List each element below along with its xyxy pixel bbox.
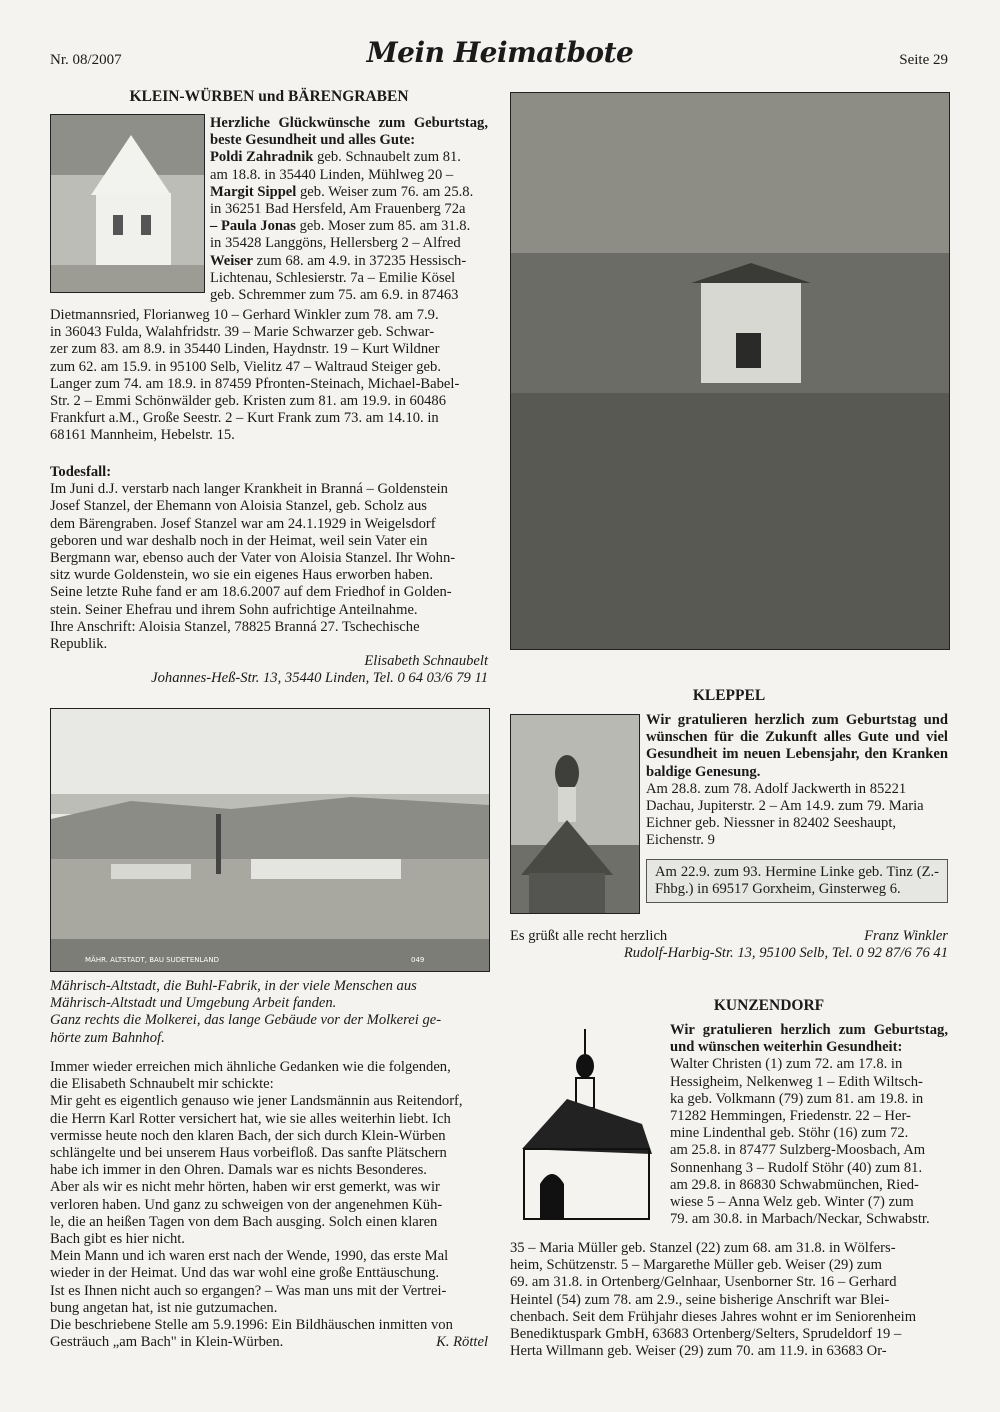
birthday-line: Str. 2 – Emmi Schönwälder geb. Kristen zum 81. am 19.9. in 60486 [50,393,447,410]
birthday-name: Weiser [210,252,253,269]
kleppel-signature-name: Franz Winkler [864,928,948,944]
birthday-line: heim, Schützenstr. 5 – Margarethe Müller geb. Weiser (29) zum [510,1257,882,1274]
memory-line: wieder in der Heimat. Und das war wohl eine große Enttäuschung. [50,1265,440,1282]
death-notice-line: Bergmann war, ebenso auch der Vater von Aloisia Stanzel. Ihr Wohn- [50,550,456,567]
death-notice-line: sitz wurde Goldenstein, wo sie ein eigenes Haus erworben haben. [50,567,433,584]
death-notice-line: stein. Seiner Ehefrau und ihrem Sohn aufrichtige Anteilnahme. [50,601,418,618]
shrine-photo [510,92,950,650]
chapel-drawing [512,1024,662,1229]
birthday-line: 69. am 31.8. in Ortenberg/Gelnhaar, Usenborner Str. 16 – Gerhard [510,1274,897,1291]
birthday-line: Dachau, Jupiterstr. 2 – Am 14.9. zum 79. Maria [646,798,924,815]
memory-line: habe ich immer in den Ohren. Damals war es nichts Besonderes. [50,1162,427,1179]
memory-line: Aber als wir es nicht mehr hörten, haben wir erst gemerkt, was wir [50,1179,440,1196]
birthday-line: in 36043 Fulda, Walahfridstr. 39 – Marie Schwarzer geb. Schwar- [50,324,435,341]
memory-line: Ist es Ihnen nicht auch so ergangen? – Was man uns mit der Vertrei- [50,1282,447,1299]
birthday-line: Herta Willmann geb. Weiser (29) zum 70. am 11.9. in 63683 Or- [510,1343,887,1360]
birthday-line [210,287,488,304]
birthday-detail: in 36251 Bad Hersfeld, Am Frauenberg 72a [210,201,466,218]
birthday-line [210,218,488,235]
birthday-detail: zum 68. am 4.9. in 37235 Hessisch- [252,252,467,269]
memory-line: Mein Mann und ich waren erst nach der Wende, 1990, das erste Mal [50,1248,449,1265]
memory-line: le, die an heißen Tagen von dem Bach ausging. Solch einen klaren [50,1213,438,1230]
page-number: Seite 29 [899,52,948,68]
birthday-line: Walter Christen (1) zum 72. am 17.8. in [670,1056,903,1073]
chapel-photo [50,114,205,293]
birthday-line: 68161 Mannheim, Hebelstr. 15. [50,427,235,444]
signature-name: Elisabeth Schnaubelt [364,653,488,670]
death-notice-line: Ihre Anschrift: Aloisia Stanzel, 78825 Branná 27. Tschechische [50,618,420,635]
kunzendorf-greeting: Wir gratulieren herzlich zum Geburtstag, und wünschen weiterhin Gesundheit: [670,1022,948,1056]
memory-line: die Elisabeth Schnaubelt mir schickte: [50,1076,274,1093]
birthday-detail: geb. Weiser zum 76. am 25.8. [296,183,474,200]
birthday-line: am 25.8. in 87477 Sulzberg-Moosbach, Am [670,1142,926,1159]
kleppel-highlight-box: Am 22.9. zum 93. Hermine Linke geb. Tinz (Z.-Fhbg.) in 69517 Gorxheim, Ginsterweg 6. [646,859,948,903]
memory-line: Immer wieder erreichen mich ähnliche Gedanken wie die folgenden, [50,1059,451,1075]
greet-all: Es grüßt alle recht herzlich [510,928,668,944]
photo-number: 049 [411,956,425,964]
birthday-line [210,149,488,166]
birthday-line: ka geb. Volkmann (79) zum 81. am 19.8. in [670,1090,924,1107]
church-tower-illustration [511,715,639,913]
section-title-klein-wuerben: KLEIN-WÜRBEN und BÄRENGRABEN [129,88,409,105]
town-photo-caption [50,978,488,1047]
memory-last-line: Gesträuch „am Bach" in Klein-Würben. [50,1334,284,1351]
birthday-name: Margit Sippel [210,183,297,200]
birthday-line: Eichner geb. Niessner in 82402 Seeshaupt, [646,815,897,832]
klein-birthday-list-continued [50,307,488,445]
birthday-line [210,270,488,287]
death-notice-line: dem Bärengraben. Josef Stanzel war am 24.1.1929 in Weigelsdorf [50,515,436,532]
birthday-line [210,184,488,201]
death-notice-line: geboren und war deshalb noch in der Heimat, weil sein Vater ein [50,532,428,549]
birthday-line [210,253,488,270]
kunzendorf-birthday-list-continued [510,1240,948,1360]
town-illustration [51,709,489,971]
birthday-line: wiese 5 – Anna Welz geb. Winter (7) zum [670,1194,914,1211]
memory-line: die Herrn Karl Rotter versichert hat, wie sie alles weiterhin liebt. Ich [50,1110,451,1127]
memory-line: Bach gibt es hier nicht. [50,1231,185,1248]
birthday-line: zer zum 83. am 8.9. in 35440 Linden, Haydnstr. 19 – Kurt Wildner [50,341,440,358]
shrine-illustration [511,93,949,649]
death-notice-line: Im Juni d.J. verstarb nach langer Krankheit in Branná – Goldenstein [50,481,448,498]
caption-line: hörte zum Bahnhof. [50,1029,165,1046]
town-photo [50,708,490,972]
newspaper-logo: Mein Heimatbote [366,36,634,69]
birthday-line: zum 62. am 15.9. in 95100 Selb, Vielitz 47 – Waltraud Steiger geb. [50,358,441,375]
klein-greeting: Herzliche Glückwünsche zum Geburtstag, beste Gesundheit und alles Gute: [210,115,488,149]
birthday-line [210,201,488,218]
birthday-detail: Lichtenau, Schlesierstr. 7a – Emilie Kösel [210,269,456,286]
section-title-kunzendorf: KUNZENDORF [713,997,825,1014]
birthday-line: Sonnenhang 3 – Rudolf Stöhr (40) zum 81. [670,1159,923,1176]
birthday-line: Heintel (54) zum 78. am 2.9., seine bisherige Anschrift war Blei- [510,1291,890,1308]
death-notice-title: Todesfall: [50,464,112,480]
death-notice-line: Republik. [50,636,108,653]
chapel-drawing-illustration [512,1024,662,1229]
birthday-line: 79. am 30.8. in Marbach/Neckar, Schwabstr. [670,1211,930,1228]
birthday-line: Dietmannsried, Florianweg 10 – Gerhard Winkler zum 78. am 7.9. [50,307,439,323]
birthday-line: Frankfurt a.M., Große Seestr. 2 – Kurt Frank zum 73. am 14.10. in [50,410,439,427]
birthday-name: Poldi Zahradnik [210,149,314,166]
birthday-line: 71282 Hemmingen, Friedenstr. 22 – Her- [670,1108,911,1125]
caption-line: Mährisch-Altstadt, die Buhl-Fabrik, in der viele Menschen aus [50,978,417,994]
birthday-line: am 29.8. in 86830 Schwabmünchen, Ried- [670,1176,919,1193]
birthday-line: Am 28.8. zum 78. Adolf Jackwerth in 85221 [646,780,907,797]
memory-line: vermisse heute noch den klaren Bach, der sich durch Klein-Würben [50,1127,446,1144]
birthday-detail: am 18.8. in 35440 Linden, Mühlweg 20 – [210,166,454,183]
kleppel-signature-address: Rudolf-Harbig-Str. 13, 95100 Selb, Tel. 0 92 87/6 76 41 [623,945,948,962]
death-notice-line: Josef Stanzel, der Ehemann von Aloisia Stanzel, geb. Scholz aus [50,498,427,515]
birthday-line: Langer zum 74. am 18.9. in 87459 Pfronten-Steinach, Michael-Babel- [50,375,460,392]
section-title-kleppel: KLEPPEL [692,687,766,704]
birthday-line [210,167,488,184]
memory-line: bung angetan hat, ist nie gutzumachen. [50,1299,278,1316]
birthday-detail: geb. Moser zum 85. am 31.8. [295,218,471,235]
kunzendorf-birthday-list [670,1056,948,1228]
church-tower-photo [510,714,640,914]
klein-birthday-list [210,149,488,304]
caption-line: Mährisch-Altstadt und Umgebung Arbeit fanden. [50,995,337,1012]
caption-line: Ganz rechts die Molkerei, das lange Gebäude vor der Molkerei ge- [50,1012,442,1029]
memory-author: K. Röttel [436,1334,488,1351]
birthday-line: Eichenstr. 9 [646,832,715,849]
death-notice-text [50,481,488,653]
death-notice-line: Seine letzte Ruhe fand er am 18.6.2007 auf dem Friedhof in Golden- [50,584,452,601]
birthday-line: Benediktuspark GmbH, 63683 Ortenberg/Selters, Sprudeldorf 19 – [510,1326,902,1343]
birthday-detail: in 35428 Langgöns, Hellersberg 2 – Alfred [210,235,461,252]
birthday-detail: geb. Schremmer zum 75. am 6.9. in 87463 [210,287,459,304]
birthday-line: mine Lindenthal geb. Stöhr (16) zum 72. [670,1125,909,1142]
signature-address: Johannes-Heß-Str. 13, 35440 Linden, Tel. 0 64 03/6 79 11 [151,670,488,687]
kleppel-greeting: Wir gratulieren herzlich zum Geburtstag und wünschen für die Zukunft alles Gute und viel Gesundheit im neuen Lebensjahr, den Kranken baldige Genesung. [646,712,948,780]
birthday-detail: geb. Schnaubelt zum 81. [313,149,461,166]
memory-line: schlängelte und bei unserem Haus vorbeifloß. Das sanfte Plätschern [50,1145,447,1162]
memory-line: verloren haben. Und ganz zu schweigen von der angenehmen Küh- [50,1196,443,1213]
birthday-name: – Paula Jonas [210,218,296,235]
memory-line: Die beschriebene Stelle am 5.9.1996: Ein Bildhäuschen inmitten von [50,1317,453,1334]
birthday-line [210,235,488,252]
memory-text [50,1059,488,1334]
photo-label: MÄHR. ALTSTADT, BAU SUDETENLAND [85,956,219,964]
birthday-line: 35 – Maria Müller geb. Stanzel (22) zum 68. am 31.8. in Wölfers- [510,1240,896,1256]
birthday-line: chenbach. Seit dem Frühjahr dieses Jahres wohnt er im Seniorenheim [510,1308,917,1325]
birthday-line: Hessigheim, Nelkenweg 1 – Edith Wiltsch- [670,1073,923,1090]
memory-line: Mir geht es eigentlich genauso wie jener Landsmännin aus Reitendorf, [50,1093,463,1110]
chapel-illustration [51,115,204,292]
kleppel-birthday-list [646,781,948,850]
issue-number: Nr. 08/2007 [50,52,122,68]
